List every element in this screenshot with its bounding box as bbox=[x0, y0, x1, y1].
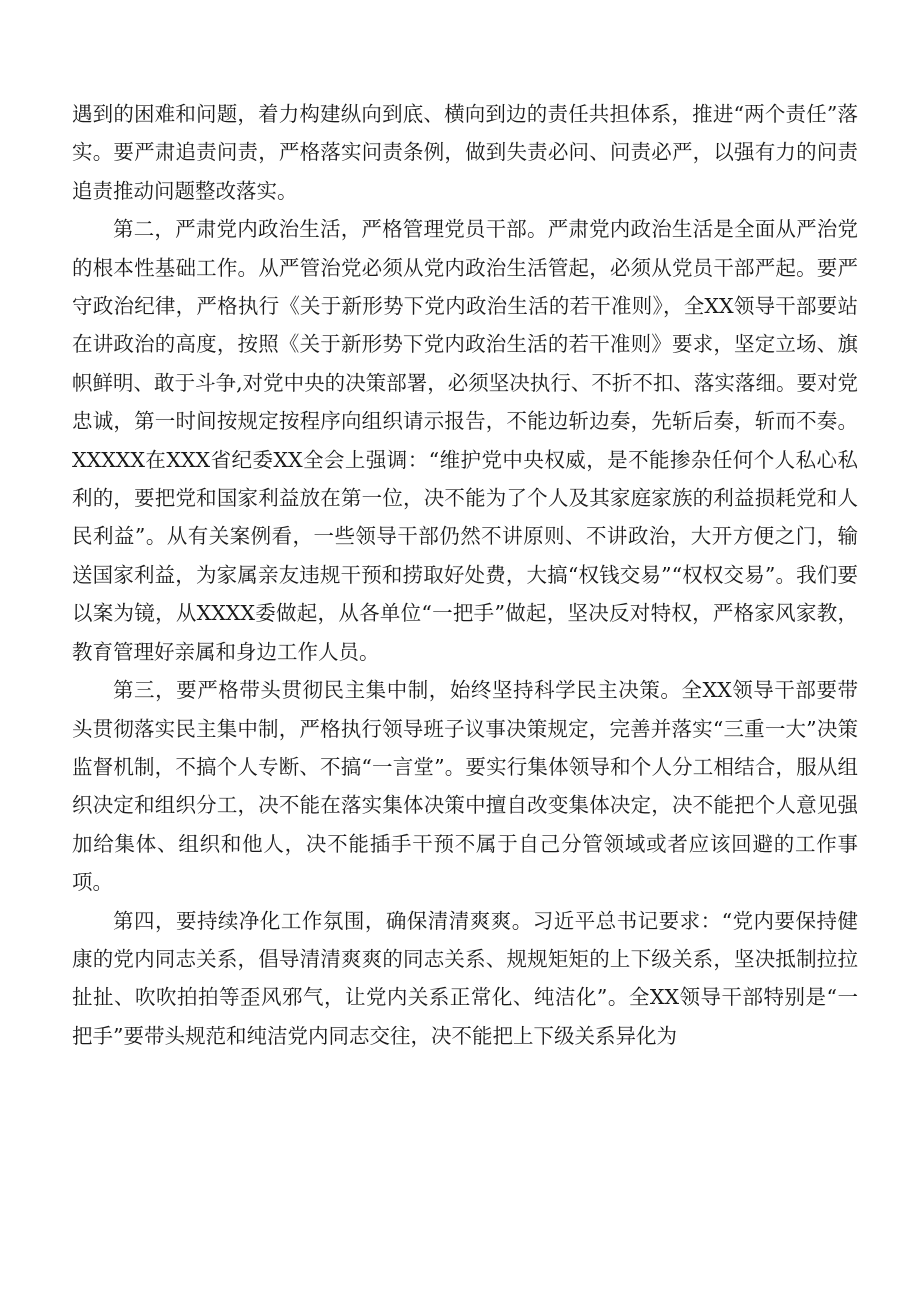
body-text bbox=[72, 95, 858, 1055]
paragraph-third-point: 第三，要严格带头贯彻民主集中制，始终坚持科学民主决策。全XX领导干部要带头贯彻落实民主集中制，严格执行领导班子议事决策规定，完善并落实“三重一大”决策监督机制，不搞个人专断、不搞“一言堂”。要实行集体领导和个人分工相结合，服从组织决定和组织分工，决不能在落实集体决策中擅自改变集体决定，决不能把个人意见强加给集体、组织和他人，决不能插手干预不属于自己分管领域或者应该回避的工作事项。 bbox=[72, 678, 858, 895]
paragraph-continued: 遇到的困难和问题，着力构建纵向到底、横向到边的责任共担体系，推进“两个责任”落实。要严肃追责问责，严格落实问责条例，做到失责必问、问责必严，以强有力的问责追责推动问题整改落实。 bbox=[72, 102, 858, 203]
paragraph-second-point: 第二，严肃党内政治生活，严格管理党员干部。严肃党内政治生活是全面从严治党的根本性基础工作。从严管治党必须从党内政治生活管起，必须从党员干部严起。要严守政治纪律，严格执行《关于新形势下党内政治生活的若干准则》，全XX领导干部要站在讲政治的高度，按照《关于新形势下党内政治生活的若干准则》要求，坚定立场、旗帜鲜明、敢于斗争,对党中央的决策部署，必须坚决执行、不折不扣、落实落细。要对党忠诚，第一时间按规定按程序向组织请示报告，不能边斩边奏，先斩后奏，斩而不奏。XXXXX在XXX省纪委XX全会上强调：“维护党中央权威，是不能掺杂任何个人私心私利的，要把党和国家利益放在第一位，决不能为了个人及其家庭家族的利益损耗党和人民利益”。从有关案例看，一些领导干部仍然不讲原则、不讲政治，大开方便之门，输送国家利益，为家属亲友违规干预和捞取好处费，大搞“权钱交易”“权权交易”。我们要以案为镜，从XXXX委做起，从各单位“一把手”做起，坚决反对特权，严格家风家教，教育管理好亲属和身边工作人员。 bbox=[72, 217, 858, 664]
paragraph-fourth-point: 第四，要持续净化工作氛围，确保清清爽爽。习近平总书记要求：“党内要保持健康的党内同志关系，倡导清清爽爽的同志关系、规规矩矩的上下级关系，坚决抵制拉拉扯扯、吹吹拍拍等歪风邪气，让党内关系正常化、纯洁化”。全XX领导干部特别是“一把手”要带头规范和纯洁党内同志交往，决不能把上下级关系异化为 bbox=[72, 908, 858, 1048]
